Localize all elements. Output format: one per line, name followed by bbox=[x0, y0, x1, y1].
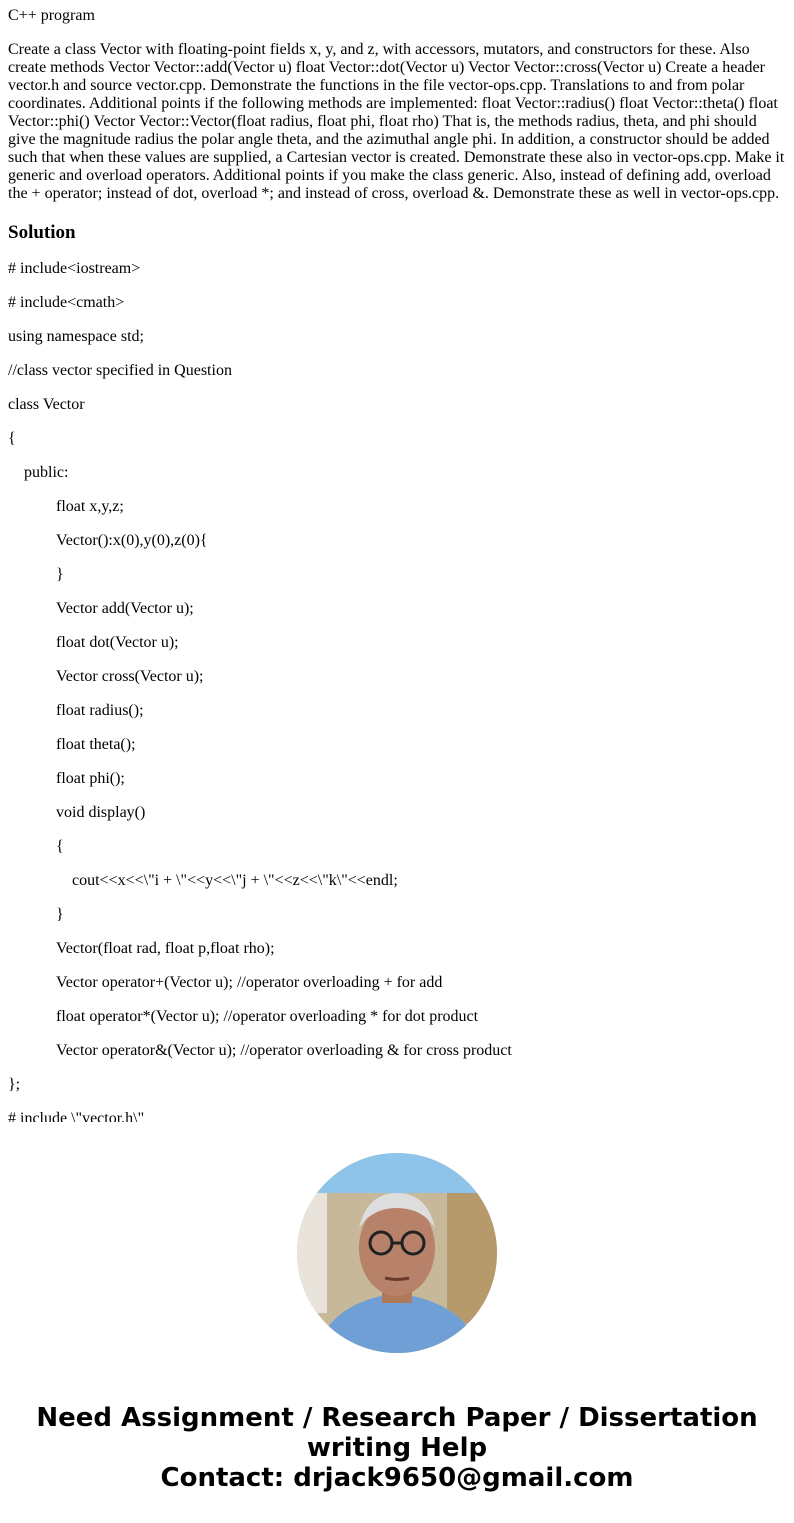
code-line: Vector cross(Vector u); bbox=[56, 668, 204, 685]
code-line: Vector add(Vector u); bbox=[56, 600, 194, 617]
code-line: float x,y,z; bbox=[56, 498, 124, 515]
code-line: class Vector bbox=[8, 396, 85, 413]
code-line: { bbox=[56, 838, 64, 855]
solution-heading: Solution bbox=[8, 222, 76, 243]
code-line: } bbox=[56, 566, 64, 583]
code-line: Vector(float rad, float p,float rho); bbox=[56, 940, 275, 957]
code-line: Vector operator+(Vector u); //operator overloading + for add bbox=[56, 974, 443, 991]
code-line: }; bbox=[8, 1076, 21, 1093]
code-line: float phi(); bbox=[56, 770, 125, 787]
footer-line-1: Need Assignment / Research Paper / Dissertation bbox=[36, 1403, 758, 1433]
code-line: # include<iostream> bbox=[8, 260, 141, 277]
code-line: using namespace std; bbox=[8, 328, 144, 345]
code-line: //class vector specified in Question bbox=[8, 362, 232, 379]
code-line: void display() bbox=[56, 804, 146, 821]
document-title: C++ program bbox=[8, 7, 95, 24]
code-line: float theta(); bbox=[56, 736, 136, 753]
author-avatar bbox=[297, 1153, 497, 1353]
code-line: { bbox=[8, 430, 16, 447]
code-line: Vector():x(0),y(0),z(0){ bbox=[56, 532, 208, 549]
document-content bbox=[8, 0, 786, 1122]
code-line: Vector operator&(Vector u); //operator overloading & for cross product bbox=[56, 1042, 512, 1059]
code-line: public: bbox=[24, 464, 69, 481]
footer-line-2: writing Help bbox=[306, 1433, 488, 1463]
code-line: float operator*(Vector u); //operator overloading * for dot product bbox=[56, 1008, 479, 1025]
code-line: float radius(); bbox=[56, 702, 144, 719]
code-line: # include<cmath> bbox=[8, 294, 125, 311]
code-line: } bbox=[56, 906, 64, 923]
code-listing bbox=[8, 260, 786, 1122]
footer-banner bbox=[0, 1403, 794, 1493]
code-line: cout<<x<<\"i + \"<<y<<\"j + \"<<z<<\"k\"<<endl; bbox=[72, 872, 398, 889]
question-text: Create a class Vector with floating-point fields x, y, and z, with accessors, mutators, and constructors for these. Also create methods Vector Vector::add(Vector u) float Vector::dot(Vector u) Vector Vector::cross(Vector u) Create a header vector.h and source vector.cpp. Demonstrate the functions in the file vector-ops.cpp. Translations to and from polar coordinates. Additional points if the following methods are implemented: float Vector::radius() float Vector::theta() float Vector::phi() Vector Vector::Vector(float radius, float phi, float rho) That is, the methods radius, theta, and phi should give the magnitude radius the polar angle theta, and the azimuthal angle phi. In addition, a constructor should be added such that when these values are supplied, a Cartesian vector is created. Demonstrate these also in vector-ops.cpp. Make it generic and overload operators. Additional points if you make the class generic. Also, instead of defining add, overload the + operator; instead of dot, overload *; and instead of cross, overload &. Demonstrate these as well in vector-ops.cpp. bbox=[8, 41, 785, 202]
code-line: float dot(Vector u); bbox=[56, 634, 179, 651]
footer-contact: Contact: drjack9650@gmail.com bbox=[160, 1463, 634, 1493]
code-line: # include \"vector.h\" bbox=[8, 1110, 145, 1122]
